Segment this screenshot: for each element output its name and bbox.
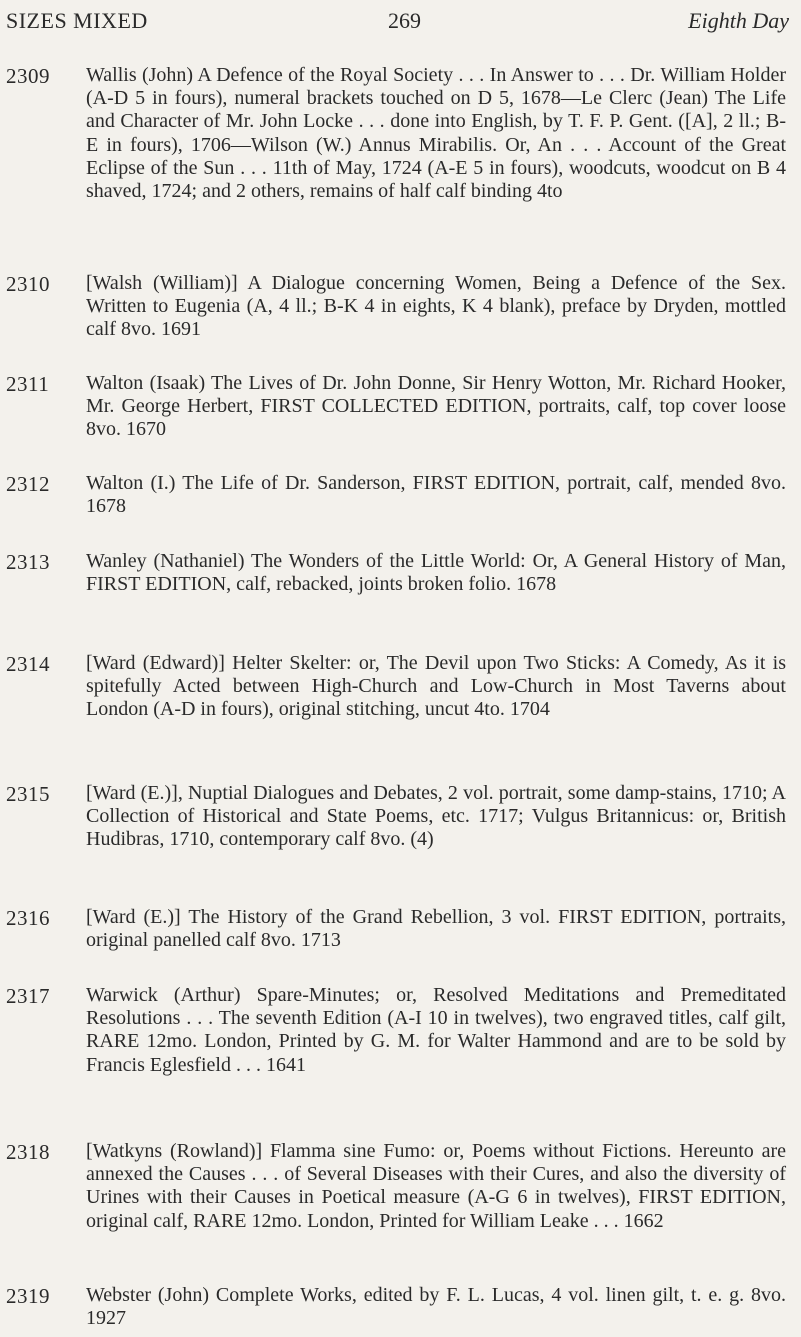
page-number: 269 [388, 8, 421, 33]
lot-number: 2315 [6, 782, 50, 806]
lot-number: 2310 [6, 272, 50, 296]
lot-text: Wallis (John) A Defence of the Royal Society . . . In Answer to . . . Dr. William Holder (A-D 5 in fours), numeral brackets touched on D 5, 1678—Le Clerc (Jean) The Life and Character of Mr. John Locke . . . done into English, by T. F. P. Gent. ([A], 2 ll.; B-E in fours), 1706—Wilson (W.) Annus Mirabilis. Or, An . . . Account of the Great Eclipse of the Sun . . . 11th of May, 1724 (A-E 5 in fours), woodcuts, woodcut on B 4 shaved, 1724; and 2 others, remains of half calf binding [86, 64, 786, 203]
lot-description [86, 984, 786, 1077]
lot-text: Walton (I.) The Life of Dr. Sanderson, FIRST EDITION, portrait, calf, mended 8vo. 1678 [86, 472, 786, 518]
lot-imprint: 12mo. London, Printed by G. M. for Walter Hammond and are to be sold by Francis Eglesfield . . . 1641 [86, 1030, 786, 1076]
lot-description [86, 652, 786, 722]
lot-text: [Ward (Edward)] Helter Skelter: or, The Devil upon Two Sticks: A Comedy, As it is spitefully Acted between High-Church and Low-Church in Most Taverns about London (A-D in fours), original stitching, uncut 4to. 1704 [86, 652, 786, 721]
lot-format: 4to [537, 180, 563, 203]
lot-text: [Ward (E.)] The History of the Grand Rebellion, 3 vol. FIRST EDITION, portraits, original panelled calf 8vo. 1713 [86, 906, 786, 952]
lot-number: 2309 [6, 64, 50, 88]
lot-number: 2317 [6, 984, 50, 1008]
lot-description [86, 1284, 786, 1330]
lot-number: 2316 [6, 906, 50, 930]
lot-description [86, 272, 786, 342]
lot-number: 2314 [6, 652, 50, 676]
lot-number: 2319 [6, 1284, 50, 1308]
lot-description [86, 906, 786, 952]
lot-number: 2313 [6, 550, 50, 574]
lot-text: [Walsh (William)] A Dialogue concerning Women, Being a Defence of the Sex. Written to Eugenia (A, 4 ll.; B-K 4 in eights, K 4 blank), preface by Dryden, mottled calf 8vo. 1691 [86, 272, 786, 341]
lot-description [86, 782, 786, 852]
lot-description [86, 1140, 786, 1233]
lot-text: [Watkyns (Rowland)] Flamma sine Fumo: or, Poems without Fictions. Hereunto are annexed the Causes . . . of Several Diseases with their Cures, and also the diversity of Urines with their Causes in Poetical measure (A-G 6 in twelves), FIRST EDITION, original calf, RARE [86, 1140, 786, 1232]
header-day-label: Eighth Day [688, 8, 789, 33]
lot-description [86, 472, 786, 518]
lot-imprint: 12mo. London, Printed for William Leake . . . 1662 [251, 1209, 664, 1232]
lot-number: 2312 [6, 472, 50, 496]
header-section-label: SIZES MIXED [6, 8, 148, 33]
lot-text: [Ward (E.)], Nuptial Dialogues and Debates, 2 vol. portrait, some damp-stains, 1710; A Collection of Historical and State Poems, etc. 1717; Vulgus Britannicus: or, British Hudibras, 1710, contemporary calf 8vo. (4) [86, 782, 786, 851]
lot-text: Walton (Isaak) The Lives of Dr. John Donne, Sir Henry Wotton, Mr. Richard Hooker, Mr. George Herbert, FIRST COLLECTED EDITION, portraits, calf, top cover loose 8vo. 1670 [86, 372, 786, 441]
lot-description [86, 550, 786, 596]
lot-number: 2311 [6, 372, 50, 396]
lot-description [86, 64, 786, 203]
lot-text: Webster (John) Complete Works, edited by F. L. Lucas, 4 vol. linen gilt, t. e. g. 8vo. 1927 [86, 1284, 786, 1330]
page-header [0, 8, 801, 42]
lot-description [86, 372, 786, 442]
lot-text: Warwick (Arthur) Spare-Minutes; or, Resolved Meditations and Premeditated Resolutions . . . The seventh Edition (A-I 10 in twelves), two engraved titles, calf gilt, RARE [86, 984, 786, 1053]
lot-text: Wanley (Nathaniel) The Wonders of the Little World: Or, A General History of Man, FIRST EDITION, calf, rebacked, joints broken folio. 1678 [86, 550, 786, 596]
lot-number: 2318 [6, 1140, 50, 1164]
